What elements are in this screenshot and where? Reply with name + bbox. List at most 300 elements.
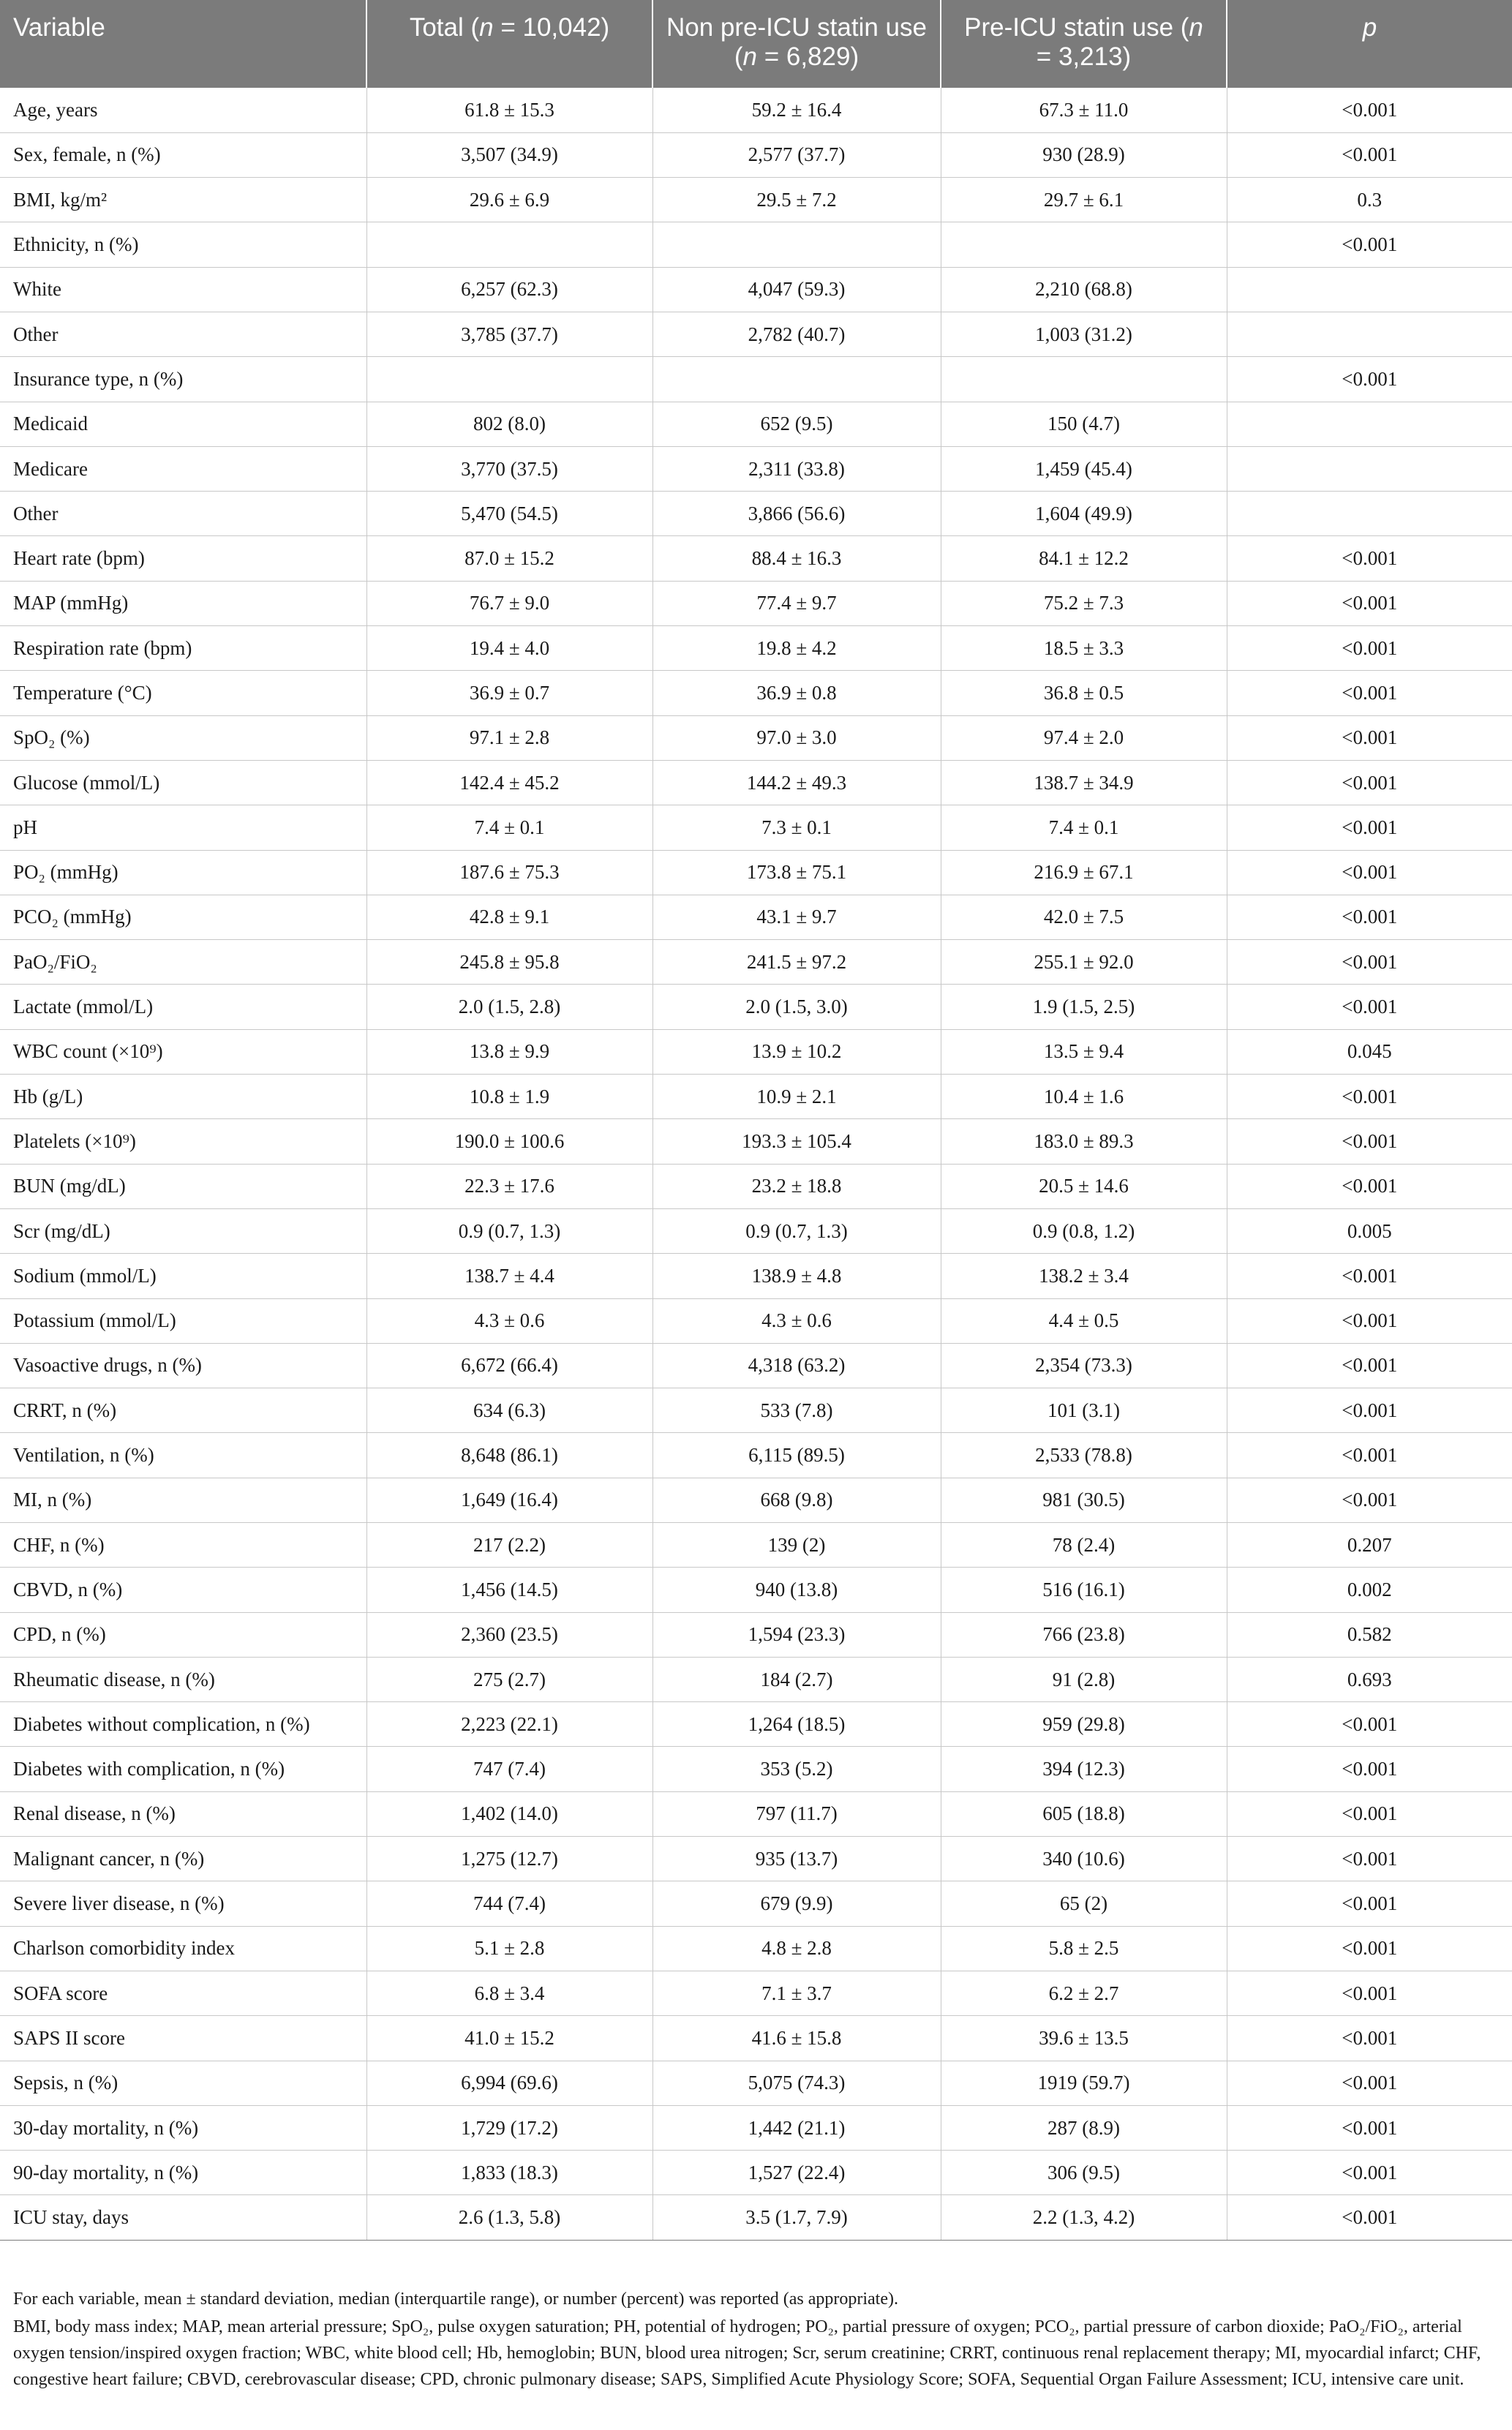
cell-p-value: <0.001 [1227,1478,1512,1522]
cell-pre-icu-statin: 65 (2) [941,1881,1227,1926]
table-row [0,2195,1512,2240]
cell-p-value: <0.001 [1227,1747,1512,1791]
cell-pre-icu-statin [941,357,1227,402]
cell-total: 87.0 ± 15.2 [366,536,652,581]
cell-non-pre-icu-statin: 184 (2.7) [652,1657,941,1701]
cell-pre-icu-statin: 7.4 ± 0.1 [941,805,1227,850]
cell-total: 2,223 (22.1) [366,1702,652,1747]
cell-total: 634 (6.3) [366,1388,652,1433]
cell-variable: 90-day mortality, n (%) [0,2151,366,2195]
cell-p-value: <0.001 [1227,1837,1512,1881]
cell-non-pre-icu-statin: 97.0 ± 3.0 [652,715,941,760]
cell-p-value: <0.001 [1227,2151,1512,2195]
cell-p-value: 0.3 [1227,178,1512,222]
header-variable-label: Variable [13,13,105,42]
cell-pre-icu-statin: 766 (23.8) [941,1612,1227,1657]
table-row [0,267,1512,312]
cell-non-pre-icu-statin: 7.1 ± 3.7 [652,1971,941,2015]
cell-p-value: <0.001 [1227,895,1512,939]
cell-pre-icu-statin: 216.9 ± 67.1 [941,850,1227,895]
table-row [0,178,1512,222]
table-row [0,1119,1512,1164]
cell-variable: MI, n (%) [0,1478,366,1522]
cell-p-value: <0.001 [1227,1881,1512,1926]
cell-p-value: <0.001 [1227,1164,1512,1208]
cell-total: 744 (7.4) [366,1881,652,1926]
table-row [0,1433,1512,1478]
cell-pre-icu-statin: 394 (12.3) [941,1747,1227,1791]
cell-p-value: 0.693 [1227,1657,1512,1701]
cell-non-pre-icu-statin: 0.9 (0.7, 1.3) [652,1208,941,1253]
cell-total: 1,275 (12.7) [366,1837,652,1881]
cell-pre-icu-statin: 287 (8.9) [941,2105,1227,2150]
cell-pre-icu-statin: 981 (30.5) [941,1478,1227,1522]
cell-total: 1,649 (16.4) [366,1478,652,1522]
header-p-value [1227,0,1512,88]
table-row [0,1926,1512,1971]
cell-total: 22.3 ± 17.6 [366,1164,652,1208]
table-header [0,0,1512,88]
cell-variable: Glucose (mmol/L) [0,760,366,805]
table-row [0,940,1512,985]
cell-pre-icu-statin: 138.7 ± 34.9 [941,760,1227,805]
table-row [0,805,1512,850]
cell-p-value: <0.001 [1227,581,1512,625]
table-row [0,357,1512,402]
cell-non-pre-icu-statin: 652 (9.5) [652,402,941,446]
cell-total: 42.8 ± 9.1 [366,895,652,939]
cell-p-value: <0.001 [1227,1254,1512,1298]
cell-p-value: <0.001 [1227,715,1512,760]
cell-non-pre-icu-statin: 797 (11.7) [652,1791,941,1836]
cell-variable: SOFA score [0,1971,366,2015]
footnote-statistics: For each variable, mean ± standard deviation, median (interquartile range), or number (percent) was reported (as appropriate). [13,2290,898,2309]
table-body [0,88,1512,2240]
table-row [0,1568,1512,1612]
cell-non-pre-icu-statin: 2.0 (1.5, 3.0) [652,985,941,1029]
cell-pre-icu-statin: 959 (29.8) [941,1702,1227,1747]
cell-p-value: <0.001 [1227,1926,1512,1971]
cell-total: 190.0 ± 100.6 [366,1119,652,1164]
cell-non-pre-icu-statin: 353 (5.2) [652,1747,941,1791]
cell-pre-icu-statin: 1,604 (49.9) [941,492,1227,536]
cell-pre-icu-statin: 75.2 ± 7.3 [941,581,1227,625]
table-row [0,671,1512,715]
cell-variable: Temperature (°C) [0,671,366,715]
cell-p-value: <0.001 [1227,760,1512,805]
cell-p-value: <0.001 [1227,940,1512,985]
cell-variable: Other [0,312,366,356]
cell-p-value: <0.001 [1227,1343,1512,1388]
table-row [0,88,1512,132]
table-row [0,1657,1512,1701]
cell-p-value: <0.001 [1227,132,1512,177]
cell-non-pre-icu-statin: 1,527 (22.4) [652,2151,941,2195]
cell-non-pre-icu-statin: 5,075 (74.3) [652,2061,941,2105]
cell-non-pre-icu-statin: 144.2 ± 49.3 [652,760,941,805]
cell-non-pre-icu-statin: 4.3 ± 0.6 [652,1298,941,1343]
cell-variable: Other [0,492,366,536]
cell-total: 0.9 (0.7, 1.3) [366,1208,652,1253]
cell-non-pre-icu-statin: 4,047 (59.3) [652,267,941,312]
header-total-n: n [479,13,494,42]
cell-pre-icu-statin: 138.2 ± 3.4 [941,1254,1227,1298]
cell-variable: PO₂ (mmHg) [0,850,366,895]
cell-pre-icu-statin: 2,210 (68.8) [941,267,1227,312]
cell-variable: Medicare [0,446,366,491]
cell-p-value: <0.001 [1227,626,1512,671]
cell-pre-icu-statin: 2,533 (78.8) [941,1433,1227,1478]
cell-pre-icu-statin: 1,459 (45.4) [941,446,1227,491]
cell-p-value: 0.207 [1227,1523,1512,1568]
cell-total: 142.4 ± 45.2 [366,760,652,805]
table-row [0,1837,1512,1881]
cell-p-value: <0.001 [1227,222,1512,267]
cell-variable: Diabetes with complication, n (%) [0,1747,366,1791]
table-row [0,581,1512,625]
cell-total: 5,470 (54.5) [366,492,652,536]
cell-total: 76.7 ± 9.0 [366,581,652,625]
cell-total: 2.6 (1.3, 5.8) [366,2195,652,2240]
cell-total: 2,360 (23.5) [366,1612,652,1657]
cell-variable: CBVD, n (%) [0,1568,366,1612]
cell-pre-icu-statin: 91 (2.8) [941,1657,1227,1701]
cell-variable: Sepsis, n (%) [0,2061,366,2105]
cell-non-pre-icu-statin: 23.2 ± 18.8 [652,1164,941,1208]
cell-non-pre-icu-statin: 13.9 ± 10.2 [652,1029,941,1074]
cell-non-pre-icu-statin: 668 (9.8) [652,1478,941,1522]
cell-variable: pH [0,805,366,850]
cell-pre-icu-statin: 20.5 ± 14.6 [941,1164,1227,1208]
header-non-pre-icu-statin [652,0,941,88]
cell-total [366,222,652,267]
cell-p-value [1227,492,1512,536]
cell-total: 7.4 ± 0.1 [366,805,652,850]
cell-total: 61.8 ± 15.3 [366,88,652,132]
cell-p-value [1227,267,1512,312]
cell-pre-icu-statin: 6.2 ± 2.7 [941,1971,1227,2015]
table-row [0,446,1512,491]
cell-non-pre-icu-statin: 4.8 ± 2.8 [652,1926,941,1971]
cell-variable: Respiration rate (bpm) [0,626,366,671]
cell-variable: Hb (g/L) [0,1075,366,1119]
cell-pre-icu-statin: 605 (18.8) [941,1791,1227,1836]
cell-variable: 30-day mortality, n (%) [0,2105,366,2150]
cell-pre-icu-statin: 255.1 ± 92.0 [941,940,1227,985]
cell-p-value: <0.001 [1227,2061,1512,2105]
cell-variable: CRRT, n (%) [0,1388,366,1433]
cell-total: 245.8 ± 95.8 [366,940,652,985]
cell-pre-icu-statin: 101 (3.1) [941,1388,1227,1433]
cell-non-pre-icu-statin: 6,115 (89.5) [652,1433,941,1478]
cell-total: 187.6 ± 75.3 [366,850,652,895]
cell-p-value [1227,312,1512,356]
cell-non-pre-icu-statin: 533 (7.8) [652,1388,941,1433]
table-row [0,1478,1512,1522]
cell-variable: CPD, n (%) [0,1612,366,1657]
cell-non-pre-icu-statin: 19.8 ± 4.2 [652,626,941,671]
cell-pre-icu-statin: 39.6 ± 13.5 [941,2016,1227,2061]
cell-variable: Insurance type, n (%) [0,357,366,402]
cell-total: 747 (7.4) [366,1747,652,1791]
cell-non-pre-icu-statin: 241.5 ± 97.2 [652,940,941,985]
cell-variable: MAP (mmHg) [0,581,366,625]
cell-pre-icu-statin: 67.3 ± 11.0 [941,88,1227,132]
cell-variable: WBC count (×10⁹) [0,1029,366,1074]
cell-p-value: 0.045 [1227,1029,1512,1074]
cell-non-pre-icu-statin: 59.2 ± 16.4 [652,88,941,132]
cell-variable: Scr (mg/dL) [0,1208,366,1253]
cell-non-pre-icu-statin [652,222,941,267]
cell-total: 275 (2.7) [366,1657,652,1701]
cell-variable: PCO₂ (mmHg) [0,895,366,939]
cell-pre-icu-statin: 5.8 ± 2.5 [941,1926,1227,1971]
table-row [0,312,1512,356]
cell-non-pre-icu-statin: 41.6 ± 15.8 [652,2016,941,2061]
header-non-pre-prefix: Non pre-ICU statin use ( [666,13,927,71]
cell-variable: Charlson comorbidity index [0,1926,366,1971]
cell-p-value [1227,402,1512,446]
cell-variable: Heart rate (bpm) [0,536,366,581]
cell-p-value: 0.582 [1227,1612,1512,1657]
table-row [0,1702,1512,1747]
cell-p-value: <0.001 [1227,2195,1512,2240]
cell-p-value: <0.001 [1227,671,1512,715]
cell-variable: Lactate (mmol/L) [0,985,366,1029]
table-row [0,1791,1512,1836]
table-row [0,222,1512,267]
cell-total: 138.7 ± 4.4 [366,1254,652,1298]
cell-variable: Medicaid [0,402,366,446]
cell-p-value: <0.001 [1227,2016,1512,2061]
cell-variable: ICU stay, days [0,2195,366,2240]
cell-p-value [1227,446,1512,491]
cell-total: 13.8 ± 9.9 [366,1029,652,1074]
table-row [0,1343,1512,1388]
table-row [0,492,1512,536]
table-row [0,1208,1512,1253]
cell-non-pre-icu-statin: 3.5 (1.7, 7.9) [652,2195,941,2240]
cell-variable: Rheumatic disease, n (%) [0,1657,366,1701]
cell-pre-icu-statin: 29.7 ± 6.1 [941,178,1227,222]
cell-total: 8,648 (86.1) [366,1433,652,1478]
footnote-abbreviations: BMI, body mass index; MAP, mean arterial pressure; SpO₂, pulse oxygen saturation; PH, potential of hydrogen; PO₂, partial pressure of oxygen; PCO₂, partial pressure of carbon dioxide; PaO₂/FiO₂, arterial oxygen tension/inspired oxygen fraction; WBC, white blood cell; Hb, hemoglobin; BUN, blood urea nitrogen; Scr, serum creatinine; CRRT, continuous renal replacement therapy; MI, myocardial infarct; CHF, congestive heart failure; CBVD, cerebrovascular disease; CPD, chronic pulmonary disease; SAPS, Simplified Acute Physiology Score; SOFA, Sequential Organ Failure Assessment; ICU, intensive care unit. [13,2317,1481,2389]
table-row [0,1075,1512,1119]
cell-variable: Age, years [0,88,366,132]
cell-non-pre-icu-statin: 1,264 (18.5) [652,1702,941,1747]
cell-variable: Severe liver disease, n (%) [0,1881,366,1926]
cell-non-pre-icu-statin: 4,318 (63.2) [652,1343,941,1388]
header-pre-count: = 3,213) [1036,42,1132,71]
table-row [0,1388,1512,1433]
cell-total: 6.8 ± 3.4 [366,1971,652,2015]
cell-pre-icu-statin: 36.8 ± 0.5 [941,671,1227,715]
cell-pre-icu-statin: 340 (10.6) [941,1837,1227,1881]
cell-pre-icu-statin: 1919 (59.7) [941,2061,1227,2105]
cell-p-value: <0.001 [1227,1298,1512,1343]
cell-variable: SAPS II score [0,2016,366,2061]
cell-variable: BMI, kg/m² [0,178,366,222]
header-total-prefix: Total ( [409,13,480,42]
cell-total: 217 (2.2) [366,1523,652,1568]
cell-variable: Diabetes without complication, n (%) [0,1702,366,1747]
cell-variable: Ventilation, n (%) [0,1433,366,1478]
cell-p-value: <0.001 [1227,850,1512,895]
header-pre-prefix: Pre-ICU statin use ( [964,13,1189,42]
table-row [0,2016,1512,2061]
cell-total: 6,257 (62.3) [366,267,652,312]
cell-p-value: 0.005 [1227,1208,1512,1253]
cell-variable: Platelets (×10⁹) [0,1119,366,1164]
cell-total: 29.6 ± 6.9 [366,178,652,222]
cell-total: 1,402 (14.0) [366,1791,652,1836]
cell-total: 97.1 ± 2.8 [366,715,652,760]
table-row [0,1029,1512,1074]
cell-non-pre-icu-statin: 2,577 (37.7) [652,132,941,177]
cell-non-pre-icu-statin: 7.3 ± 0.1 [652,805,941,850]
cell-non-pre-icu-statin: 10.9 ± 2.1 [652,1075,941,1119]
cell-variable: SpO₂ (%) [0,715,366,760]
cell-total: 2.0 (1.5, 2.8) [366,985,652,1029]
header-pre-n: n [1189,13,1203,42]
cell-pre-icu-statin: 516 (16.1) [941,1568,1227,1612]
cell-non-pre-icu-statin: 173.8 ± 75.1 [652,850,941,895]
cell-variable: Sex, female, n (%) [0,132,366,177]
cell-non-pre-icu-statin: 3,866 (56.6) [652,492,941,536]
cell-total: 5.1 ± 2.8 [366,1926,652,1971]
header-pre-icu-statin [941,0,1227,88]
cell-total: 6,994 (69.6) [366,2061,652,2105]
cell-variable: Potassium (mmol/L) [0,1298,366,1343]
cell-pre-icu-statin [941,222,1227,267]
cell-total: 41.0 ± 15.2 [366,2016,652,2061]
cell-total: 3,785 (37.7) [366,312,652,356]
table-row [0,760,1512,805]
cell-non-pre-icu-statin [652,357,941,402]
cell-variable: BUN (mg/dL) [0,1164,366,1208]
cell-non-pre-icu-statin: 679 (9.9) [652,1881,941,1926]
cell-pre-icu-statin: 10.4 ± 1.6 [941,1075,1227,1119]
cell-pre-icu-statin: 0.9 (0.8, 1.2) [941,1208,1227,1253]
cell-non-pre-icu-statin: 139 (2) [652,1523,941,1568]
cell-p-value: <0.001 [1227,1075,1512,1119]
cell-non-pre-icu-statin: 1,594 (23.3) [652,1612,941,1657]
cell-non-pre-icu-statin: 138.9 ± 4.8 [652,1254,941,1298]
cell-p-value: <0.001 [1227,2105,1512,2150]
cell-non-pre-icu-statin: 36.9 ± 0.8 [652,671,941,715]
cell-non-pre-icu-statin: 193.3 ± 105.4 [652,1119,941,1164]
table-row [0,536,1512,581]
header-non-pre-n: n [742,42,757,71]
table-row [0,2105,1512,2150]
cell-total: 1,833 (18.3) [366,2151,652,2195]
cell-total: 3,770 (37.5) [366,446,652,491]
cell-total: 36.9 ± 0.7 [366,671,652,715]
table-row [0,1747,1512,1791]
table-row [0,1523,1512,1568]
cell-non-pre-icu-statin: 2,782 (40.7) [652,312,941,356]
table-row [0,1298,1512,1343]
cell-p-value: <0.001 [1227,985,1512,1029]
cell-p-value: <0.001 [1227,805,1512,850]
cell-total: 3,507 (34.9) [366,132,652,177]
cell-total: 802 (8.0) [366,402,652,446]
cell-pre-icu-statin: 78 (2.4) [941,1523,1227,1568]
header-total [366,0,652,88]
cell-p-value: <0.001 [1227,357,1512,402]
cell-pre-icu-statin: 18.5 ± 3.3 [941,626,1227,671]
cell-pre-icu-statin: 306 (9.5) [941,2151,1227,2195]
cell-p-value: <0.001 [1227,1388,1512,1433]
table-row [0,626,1512,671]
cell-p-value: <0.001 [1227,1702,1512,1747]
cell-p-value: <0.001 [1227,1791,1512,1836]
cell-variable: Malignant cancer, n (%) [0,1837,366,1881]
cell-variable: CHF, n (%) [0,1523,366,1568]
table-row [0,1971,1512,2015]
cell-variable: Renal disease, n (%) [0,1791,366,1836]
cell-non-pre-icu-statin: 2,311 (33.8) [652,446,941,491]
cell-pre-icu-statin: 2,354 (73.3) [941,1343,1227,1388]
table-row [0,2151,1512,2195]
table-row [0,1612,1512,1657]
table-row [0,2061,1512,2105]
cell-pre-icu-statin: 183.0 ± 89.3 [941,1119,1227,1164]
header-non-pre-count: = 6,829) [756,42,860,71]
cell-p-value: <0.001 [1227,1971,1512,2015]
cell-variable: Sodium (mmol/L) [0,1254,366,1298]
cell-pre-icu-statin: 1.9 (1.5, 2.5) [941,985,1227,1029]
cell-pre-icu-statin: 84.1 ± 12.2 [941,536,1227,581]
cell-total: 10.8 ± 1.9 [366,1075,652,1119]
cell-p-value: <0.001 [1227,1433,1512,1478]
cell-variable: Vasoactive drugs, n (%) [0,1343,366,1388]
cell-non-pre-icu-statin: 88.4 ± 16.3 [652,536,941,581]
table-row [0,895,1512,939]
cell-non-pre-icu-statin: 43.1 ± 9.7 [652,895,941,939]
table-row [0,715,1512,760]
cell-variable: PaO₂/FiO₂ [0,940,366,985]
cell-total: 1,456 (14.5) [366,1568,652,1612]
cell-non-pre-icu-statin: 935 (13.7) [652,1837,941,1881]
cell-pre-icu-statin: 2.2 (1.3, 4.2) [941,2195,1227,2240]
cell-non-pre-icu-statin: 77.4 ± 9.7 [652,581,941,625]
cell-pre-icu-statin: 150 (4.7) [941,402,1227,446]
cell-total: 19.4 ± 4.0 [366,626,652,671]
cell-pre-icu-statin: 97.4 ± 2.0 [941,715,1227,760]
cell-p-value: <0.001 [1227,536,1512,581]
cell-non-pre-icu-statin: 29.5 ± 7.2 [652,178,941,222]
table-row [0,850,1512,895]
cell-non-pre-icu-statin: 1,442 (21.1) [652,2105,941,2150]
cell-total: 4.3 ± 0.6 [366,1298,652,1343]
cell-p-value: 0.002 [1227,1568,1512,1612]
cell-total [366,357,652,402]
cell-pre-icu-statin: 42.0 ± 7.5 [941,895,1227,939]
header-variable [0,0,366,88]
cell-p-value: <0.001 [1227,1119,1512,1164]
table-footnotes [0,2286,1505,2393]
table-row [0,1881,1512,1926]
table-row [0,132,1512,177]
cell-non-pre-icu-statin: 940 (13.8) [652,1568,941,1612]
cell-total: 1,729 (17.2) [366,2105,652,2150]
table-row [0,402,1512,446]
table-row [0,985,1512,1029]
cell-pre-icu-statin: 1,003 (31.2) [941,312,1227,356]
table-row [0,1254,1512,1298]
cell-total: 6,672 (66.4) [366,1343,652,1388]
